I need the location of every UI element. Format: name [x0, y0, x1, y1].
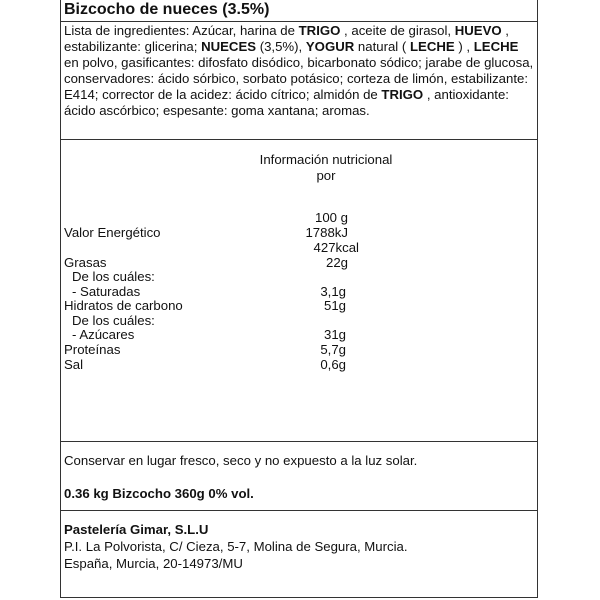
per-amount: 100 g	[314, 210, 348, 225]
allergen-term: NUECES	[201, 39, 257, 54]
energy-kj-value: 1788kJ	[305, 225, 348, 240]
nutrition-header: Información nutricional	[259, 152, 393, 167]
fat-of-which-label: De los cuáles:	[72, 269, 155, 284]
product-title: Bizcocho de nueces (3.5%)	[64, 1, 270, 18]
saturated-label: - Saturadas	[72, 284, 141, 299]
carbs-value: 51g	[323, 298, 346, 313]
nutrition-divider	[60, 441, 538, 442]
storage-instructions: Conservar en lugar fresco, seco y no expuesto a la luz solar.	[64, 453, 418, 468]
salt-label: Sal	[64, 357, 84, 372]
energy-label: Valor Energético	[64, 225, 161, 240]
sugars-value: 31g	[323, 327, 346, 342]
energy-kcal-value: 427kcal	[313, 240, 359, 255]
ingredient-text: , estabilizante: glicerina;	[64, 23, 509, 54]
fat-value: 22g	[325, 255, 348, 270]
company-name: Pastelería Gimar, S.L.U	[64, 522, 209, 537]
title-divider	[60, 21, 538, 22]
ingredient-text: en polvo, gasificantes: difosfato disódico, bicarbonato sódico; jarabe de glucosa, conservadores: ácido sórbico, sorbato potásico; corteza de limón, estabilizante: E414; corrector de la acidez: ácido cítrico; almidón de	[64, 55, 534, 102]
net-divider	[60, 510, 538, 511]
allergen-term: YOGUR	[305, 39, 355, 54]
allergen-term: LECHE	[473, 39, 519, 54]
ingredient-text: , antioxidante: ácido ascórbico; espesante: goma xantana; aromas.	[64, 87, 509, 118]
protein-value: 5,7g	[320, 342, 346, 357]
ingredients-list	[64, 23, 534, 119]
allergen-term: TRIGO	[298, 23, 341, 38]
sugars-label: - Azúcares	[72, 327, 135, 342]
ingredient-text: , aceite de girasol,	[340, 23, 455, 38]
ingredient-text: Lista de ingredientes: Azúcar, harina de	[64, 23, 299, 38]
net-quantity-line: 0.36 kg Bizcocho 360g 0% vol.	[64, 486, 254, 501]
company-registry: España, Murcia, 20-14973/MU	[64, 556, 243, 571]
fat-label: Grasas	[64, 255, 107, 270]
allergen-term: LECHE	[409, 39, 455, 54]
ingredient-text: (3,5%),	[256, 39, 306, 54]
allergen-term: HUEVO	[454, 23, 502, 38]
saturated-value: 3,1g	[320, 284, 346, 299]
nutrition-header-per: por	[316, 168, 336, 183]
ingredients-divider	[60, 139, 538, 140]
ingredient-text: natural (	[354, 39, 410, 54]
protein-label: Proteínas	[64, 342, 121, 357]
ingredient-text: ) ,	[454, 39, 474, 54]
carbs-of-which-label: De los cuáles:	[72, 313, 155, 328]
allergen-term: TRIGO	[381, 87, 424, 102]
salt-value: 0,6g	[320, 357, 346, 372]
company-address: P.I. La Polvorista, C/ Cieza, 5-7, Molina de Segura, Murcia.	[64, 539, 408, 554]
carbs-label: Hidratos de carbono	[64, 298, 183, 313]
